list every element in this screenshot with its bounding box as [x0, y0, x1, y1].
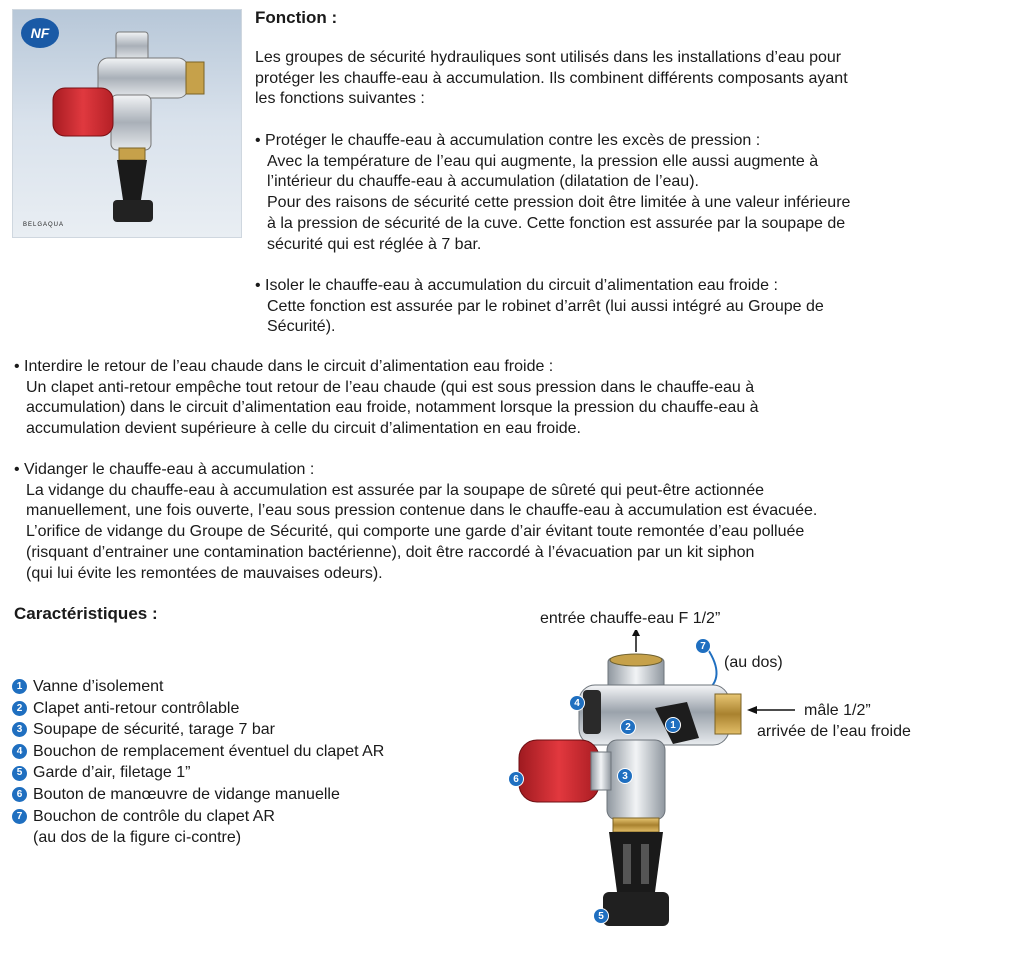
callout-badge: 5: [593, 908, 609, 924]
list-item: [12, 806, 472, 828]
text-line: (qui lui évite les remontées de mauvaises odeurs).: [26, 564, 383, 582]
belgaqua-brand: BELGAQUA: [23, 222, 65, 228]
number-badge: 1: [12, 679, 27, 694]
item-label: Bouchon de remplacement éventuel du clapet AR: [33, 742, 385, 760]
caracteristiques-list: [12, 676, 472, 849]
bullet-heading: • Isoler le chauffe-eau à accumulation du circuit d’alimentation eau froide :: [255, 277, 778, 294]
section-title-caracteristiques: Caractéristiques :: [14, 604, 158, 623]
bullet-heading: • Protéger le chauffe-eau à accumulation contre les excès de pression :: [255, 132, 761, 149]
valve-diagram: [495, 630, 795, 940]
text-line: Pour des raisons de sécurité cette pression doit être limitée à une valeur inférieure: [267, 194, 851, 212]
text-line: accumulation devient supérieure à celle du circuit d’alimentation en eau froide.: [26, 420, 581, 438]
bullet-retour: [14, 357, 1004, 440]
text-line: manuellement, une fois ouverte, l’eau sous pression contenue dans le chauffe-eau à accumulation est évacuée.: [26, 502, 818, 520]
text-line: Un clapet anti-retour empêche tout retour de l’eau chaude (qui est sous pression dans le chauffe-eau à: [26, 378, 755, 396]
list-item: [12, 784, 472, 806]
callout-badge: 2: [620, 719, 636, 735]
text-line: sécurité qui est réglée à 7 bar.: [267, 235, 482, 253]
text-line: L’orifice de vidange du Groupe de Sécurité, qui comporte une garde d’air évitant toute remontée d’eau polluée: [26, 523, 805, 541]
text-line: accumulation) dans le circuit d’alimentation eau froide, notamment lorsque la pression du chauffe-eau à: [26, 399, 759, 417]
bullet-heading: • Vidanger le chauffe-eau à accumulation :: [14, 461, 315, 478]
list-item: [12, 698, 472, 720]
item-label: Bouchon de contrôle du clapet AR: [33, 807, 275, 825]
text-line: Sécurité).: [267, 318, 336, 336]
text-line: Avec la température de l’eau qui augmente, la pression elle aussi augmente à: [267, 152, 819, 170]
text-line: l’intérieur du chauffe-eau à accumulation (dilatation de l’eau).: [267, 173, 699, 191]
item-label: Vanne d’isolement: [33, 678, 164, 695]
label-au-dos: (au dos): [724, 654, 783, 671]
list-item: [12, 719, 472, 741]
number-badge: 5: [12, 766, 27, 781]
text-line: à la pression de sécurité de la cuve. Cette fonction est assurée par la soupape de: [267, 214, 846, 232]
number-badge: 4: [12, 744, 27, 759]
list-item: [12, 741, 472, 763]
bullet-heading: • Interdire le retour de l’eau chaude dans le circuit d’alimentation eau froide :: [14, 358, 554, 375]
label-male: mâle 1/2”: [804, 702, 871, 719]
item-label: Garde d’air, filetage 1”: [33, 764, 191, 782]
number-badge: 7: [12, 809, 27, 824]
callout-badge: 6: [508, 771, 524, 787]
fonction-intro: [255, 48, 955, 110]
list-item: [12, 676, 472, 698]
text-line: Les groupes de sécurité hydrauliques sont utilisés dans les installations d’eau pour: [255, 49, 842, 66]
text-line: protéger les chauffe-eau à accumulation. Ils combinent différents composants ayant: [255, 69, 848, 87]
number-badge: 2: [12, 701, 27, 716]
nf-logo: NF: [21, 18, 59, 48]
text-line: Cette fonction est assurée par le robinet d’arrêt (lui aussi intégré au Groupe de: [267, 297, 824, 315]
bullet-pression: [255, 131, 955, 255]
label-entree: entrée chauffe-eau F 1/2”: [540, 610, 721, 627]
label-arrivee: arrivée de l’eau froide: [757, 723, 911, 740]
item-label: Soupape de sécurité, tarage 7 bar: [33, 721, 275, 739]
bullet-vidanger: [14, 460, 1004, 584]
text-line: La vidange du chauffe-eau à accumulation est assurée par la soupape de sûreté qui peut-être actionnée: [26, 481, 764, 499]
callout-badge: 4: [569, 695, 585, 711]
text-line: les fonctions suivantes :: [255, 90, 425, 108]
valve-photo-illustration: [13, 10, 242, 238]
item-note: (au dos de la figure ci-contre): [33, 829, 242, 847]
number-badge: 6: [12, 787, 27, 802]
item-label: Bouton de manœuvre de vidange manuelle: [33, 785, 340, 803]
product-photo: [12, 9, 242, 238]
item-label: Clapet anti-retour contrôlable: [33, 699, 240, 717]
bullet-isoler: [255, 276, 955, 338]
callout-badge: 7: [695, 638, 711, 654]
callout-badge: 3: [617, 768, 633, 784]
text-line: (risquant d’entrainer une contamination bactérienne), doit être raccordé à l’évacuation par un kit siphon: [26, 543, 755, 561]
number-badge: 3: [12, 722, 27, 737]
callout-badge: 1: [665, 717, 681, 733]
list-item: [12, 762, 472, 784]
section-title-fonction: Fonction :: [255, 8, 338, 27]
